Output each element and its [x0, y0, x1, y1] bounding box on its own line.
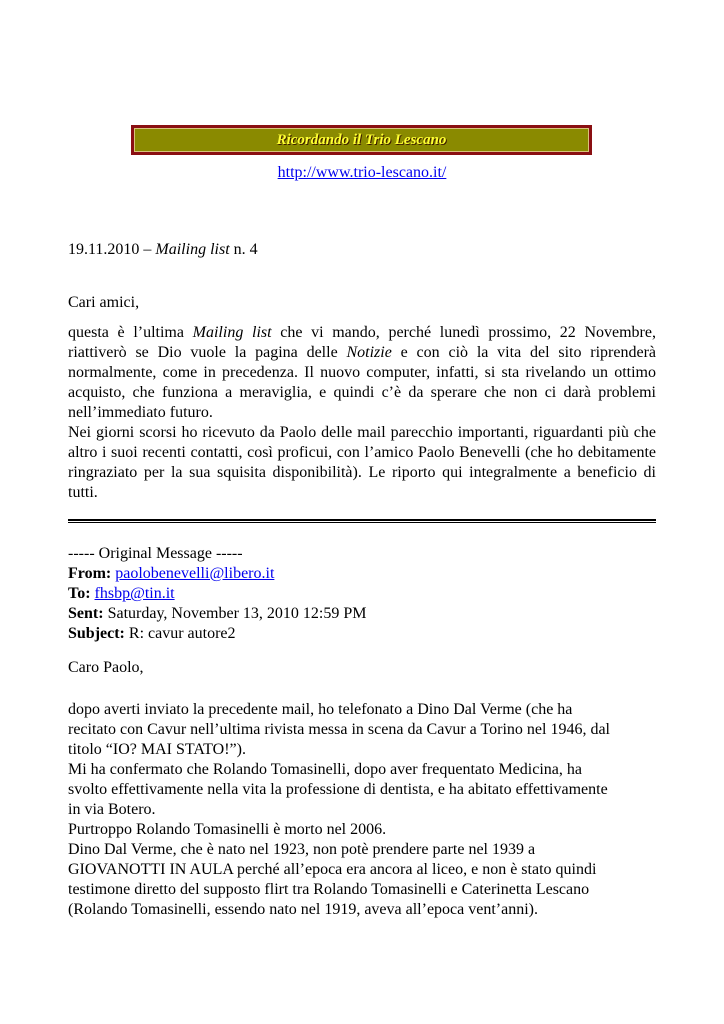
to-label: To: — [68, 585, 91, 602]
to-email-link[interactable]: fhsbp@tin.it — [94, 585, 175, 602]
sent-label: Sent: — [68, 605, 104, 622]
email-body — [68, 700, 656, 920]
mailing-list-header — [68, 240, 656, 260]
to-row — [68, 584, 656, 604]
email-headers — [68, 544, 656, 644]
intro-p1-text-a: questa è l’ultima — [68, 324, 193, 341]
site-url-link[interactable]: http://www.trio-lescano.it/ — [277, 164, 447, 181]
intro-body — [68, 323, 656, 503]
intro-paragraph-2: Nei giorni scorsi ho ricevuto da Paolo delle mail parecchio importanti, riguardanti più che altro i suoi recenti contatti, così proficui, con l’amico Paolo Benevelli (che ho debitamente ringraziato per la sua squisita disponibilità). Le riporto qui integralmente a beneficio di tutti. — [68, 424, 656, 501]
email-body-line: Dino Dal Verme, che è nato nel 1923, non potè prendere parte nel 1939 a — [68, 841, 536, 858]
email-body-line: Mi ha confermato che Rolando Tomasinelli, dopo aver frequentato Medicina, ha — [68, 761, 582, 778]
email-body-line: GIOVANOTTI IN AULA perché all’epoca era ancora al liceo, e non è stato quindi — [68, 861, 597, 878]
intro-p1-text-b: che vi mando, perché lunedì prossimo, 22 Novembre, riattiverò se Dio vuole la pagina delle — [68, 324, 656, 361]
subject-label: Subject: — [68, 625, 125, 642]
from-email-link[interactable]: paolobenevelli@libero.it — [115, 565, 275, 582]
double-separator — [68, 519, 656, 523]
header-list-name: Mailing list — [155, 241, 230, 258]
email-salutation: Caro Paolo, — [68, 659, 144, 676]
header-number: n. 4 — [229, 241, 258, 258]
subject-value: R: cavur autore2 — [124, 625, 236, 642]
header-date: 19.11.2010 – — [68, 241, 156, 258]
site-banner — [131, 125, 592, 155]
email-body-line: (Rolando Tomasinelli, essendo nato nel 1919, aveva all’epoca vent’anni). — [68, 901, 538, 918]
original-message-label: ----- Original Message ----- — [68, 545, 243, 562]
email-body-line: svolto effettivamente nella vita la professione di dentista, e ha abitato effettivamente — [68, 781, 608, 798]
email-body-line: recitato con Cavur nell’ultima rivista messa in scena da Cavur a Torino nel 1946, dal — [68, 721, 610, 738]
intro-p1-em-notizie: Notizie — [346, 344, 392, 361]
banner-title: Ricordando il Trio Lescano — [134, 128, 589, 152]
site-url-container — [0, 164, 724, 182]
intro-paragraph-1 — [68, 323, 656, 423]
subject-row — [68, 624, 656, 644]
email-body-line: titolo “IO? MAI STATO!”). — [68, 741, 246, 758]
from-row — [68, 564, 656, 584]
email-body-line: testimone diretto del supposto flirt tra Rolando Tomasinelli e Caterinetta Lescano — [68, 881, 590, 898]
sent-row — [68, 604, 656, 624]
email-body-line: dopo averti inviato la precedente mail, ho telefonato a Dino Dal Verme (che ha — [68, 701, 573, 718]
intro-p1-text-c: e con ciò la vita del sito riprenderà normalmente, come in precedenza. Il nuovo computer, infatti, si sta rivelando un ottimo acquisto, che funziona a meraviglia, e quindi c’è da sperare che non ci darà problemi nell’immediato futuro. — [68, 344, 656, 421]
from-label: From: — [68, 565, 112, 582]
email-body-line: Purtroppo Rolando Tomasinelli è morto nel 2006. — [68, 821, 387, 838]
intro-p1-em-mailing-list: Mailing list — [192, 324, 272, 341]
email-body-line: in via Botero. — [68, 801, 156, 818]
sent-value: Saturday, November 13, 2010 12:59 PM — [103, 605, 367, 622]
greeting: Cari amici, — [68, 294, 140, 311]
